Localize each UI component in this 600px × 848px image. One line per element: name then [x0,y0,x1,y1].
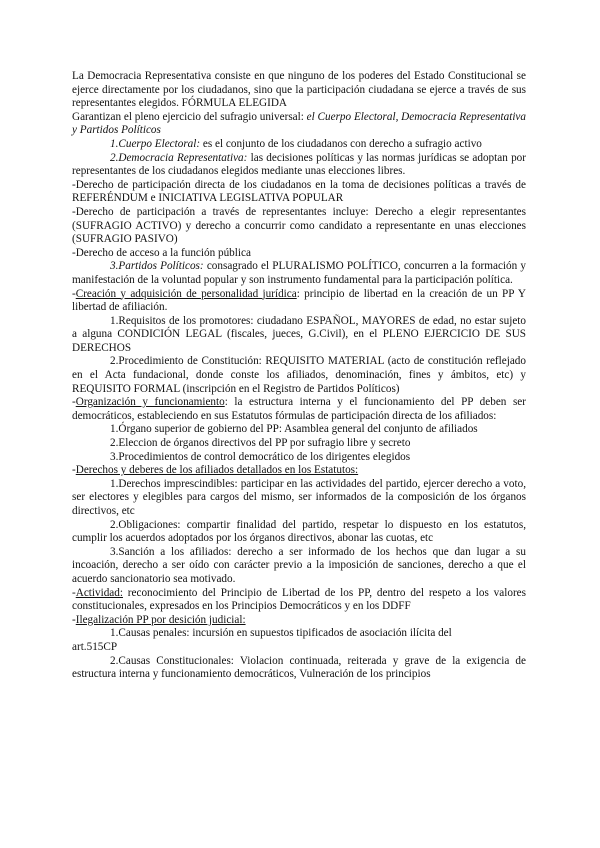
democracia-representativa-term: 2.Democracia Representativa: [110,151,248,164]
heading-actividad [72,587,526,614]
section-partidos-politicos [72,260,526,287]
sancion-afiliados: 3.Sanción a los afiliados: derecho a ser informado de los hechos que dan lugar a su incoación, derecho a ser oído con carácter previo a la imposición de sanciones, derecho a que el acuerdo sancionatorio sea motivado. [72,545,526,585]
heading-ilegalizacion-prefix: - [72,613,76,626]
derechos-imprescindibles: 1.Derechos imprescindibles: participar en las actividades del partido, ejercer derecho a voto, ser electores y elegibles para cargos del mismo, ser informados de la composición de los órganos directivos, etc [72,477,526,517]
section-democracia-representativa [72,152,526,179]
section-cuerpo-electoral [72,138,526,152]
heading-derechos-deberes [72,464,526,478]
heading-derechos-prefix: - [72,464,76,477]
guarantee-italic: el Cuerpo Electoral, Democracia Representativa y Partidos Políticos [72,110,526,137]
guarantee-paragraph [72,111,526,138]
procedimiento-constitucion: 2.Procedimiento de Constitución: REQUISITO MATERIAL (acto de constitución reflejado en el Acta fundacional, donde conste los afiliados, denominación, fines y ámbitos, etc) y REQUISITO FORMAL (inscripción en el Registro de Partidos Políticos) [72,355,526,395]
heading-creacion-text: : principio de libertad en la creación de un PP Y libertad de afiliación. [72,287,526,314]
heading-organizacion-prefix: - [72,396,76,409]
heading-organizacion-text: : la estructura interna y el funcionamiento del PP deben ser democráticos, estableciendo en sus Estatutos fórmulas de participación directa de los afiliados: [72,396,526,422]
partidos-politicos-term: 3.Partidos Políticos: [110,260,204,273]
causas-constitucionales: 2.Causas Constitucionales: Violacion continuada, reiterada y grave de la exigencia de estructura interna y funcionamiento democráticos, Vulneración de los principios [72,654,526,681]
heading-derechos-label: Derechos y deberes de los afiliados detallados en los Estatutos: [75,464,359,477]
causas-penales-line: 1.Causas penales: incursión en supuestos tipificados de asociación ilícita del [110,627,452,640]
heading-organizacion-label: Organización y funcionamiento [75,396,225,409]
cuerpo-electoral-term: 1.Cuerpo Electoral: [110,137,201,150]
obligaciones: 2.Obligaciones: compartir finalidad del partido, respetar lo dispuesto en los estatutos, cumplir los acuerdos adoptados por los órganos directivos, abonar las cuotas, etc [72,518,526,545]
organo-superior: 1.Órgano superior de gobierno del PP: Asamblea general del conjunto de afiliados [110,423,478,436]
guarantee-text: Garantizan el pleno ejercicio del sufragio universal: [72,110,307,123]
cuerpo-electoral-text: es el conjunto de los ciudadanos con derecho a sufragio activo [200,137,482,150]
heading-creacion [72,288,526,315]
causas-penales [72,627,526,641]
right-direct-participation: -Derecho de participación directa de los ciudadanos en la toma de decisiones políticas a través de REFERÉNDUM e INICIATIVA LEGISLATIVA POPULAR [72,178,526,205]
heading-actividad-label: Actividad: [75,586,123,599]
intro-paragraph: La Democracia Representativa consiste en que ninguno de los poderes del Estado Constitucional se ejerce directamente por los ciudadanos, sino que la participación ciudadana se ejerce a través de sus representantes elegidos. FÓRMULA ELEGIDA [72,70,526,110]
heading-actividad-text: reconocimiento del Principio de Libertad de los PP, dentro del respeto a los valores constitucionales, expresados en los Principios Democráticos y en los DDFF [72,586,526,613]
heading-ilegalizacion [72,614,526,628]
heading-creacion-label: Creación y adquisición de personalidad jurídica [75,287,297,300]
eleccion-organos: 2.Eleccion de órganos directivos del PP por sufragio libre y secreto [110,437,411,450]
right-public-function: -Derecho de acceso a la función pública [72,246,251,259]
heading-creacion-prefix: - [72,287,76,300]
right-representatives: -Derecho de participación a través de representantes incluye: Derecho a elegir representantes (SUFRAGIO ACTIVO) y derecho a concurrir como candidato a representante en unas elecciones (SUFRAGIO PASIVO) [72,205,526,246]
control-democratico: 3.Procedimientos de control democrático de los dirigentes elegidos [110,450,411,463]
heading-organizacion [72,396,526,423]
democracia-representativa-text: las decisiones políticas y las normas jurídicas se adoptan por representantes de los ciudadanos elegidos mediante unas elecciones libres. [72,151,526,178]
partidos-politicos-text: consagrado el PLURALISMO POLÍTICO, concurren a la formación y manifestación de la voluntad popular y son instrumento fundamental para la participación política. [72,260,527,286]
heading-actividad-prefix: - [72,586,76,599]
causas-penales-article: art.515CP [72,640,118,653]
requisitos-promotores: 1.Requisitos de los promotores: ciudadano ESPAÑOL, MAYORES de edad, no estar sujeto a alguna CONDICIÓN LEGAL (fiscales, jueces, G.Civil), en el PLENO EJERCICIO DE SUS DERECHOS [72,314,526,354]
heading-ilegalizacion-label: Ilegalización PP por desición judicial: [75,613,246,626]
